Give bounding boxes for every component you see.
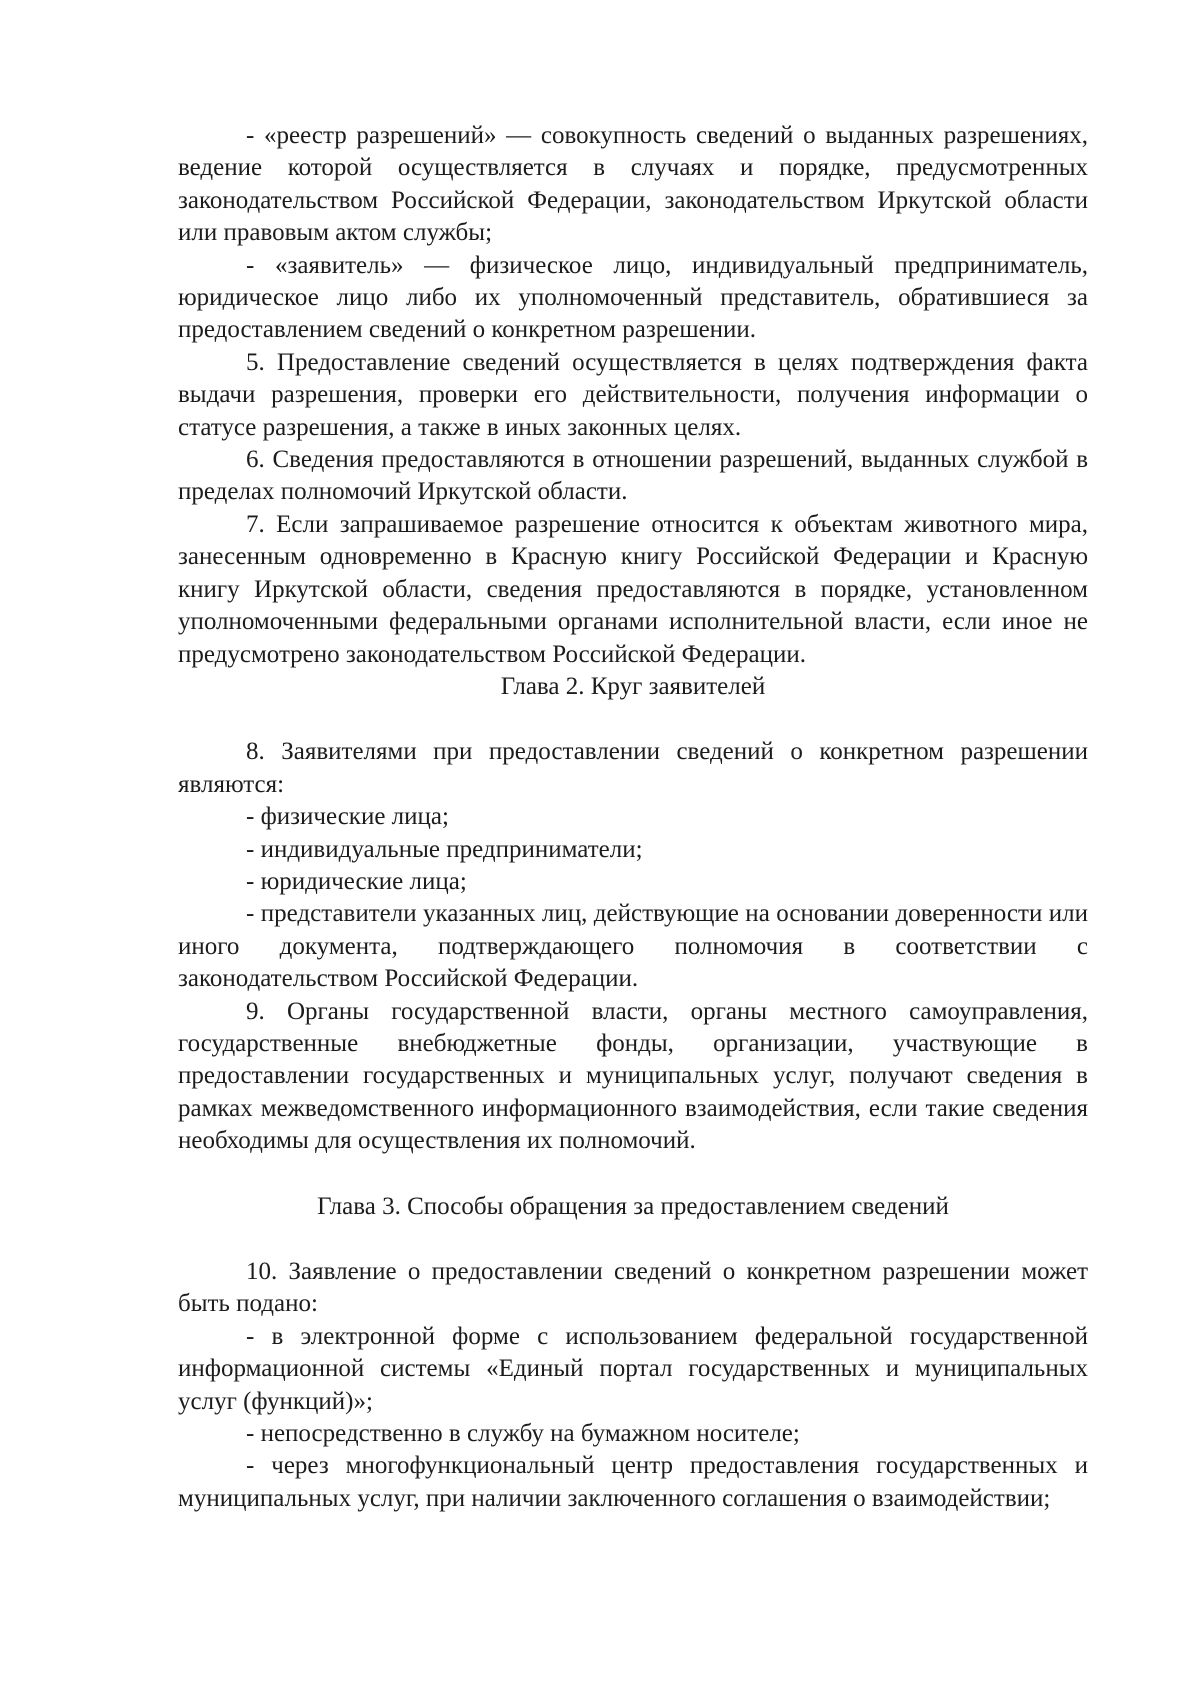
clause-5: 5. Предоставление сведений осуществляется в целях подтверждения факта выдачи разрешения, проверки его действительности, получения информации о статусе разрешения, а также в иных законных целях. [178, 348, 1088, 441]
list-item-legal-entities: - юридические лица; [246, 867, 467, 895]
list-item-individuals: - физические лица; [246, 803, 449, 831]
list-item-electronic: - в электронной форме с использованием федеральной государственной информационной системы «Единый портал государственных и муниципальных услуг (функций)»; [178, 1322, 1088, 1415]
list-item-paper: - непосредственно в службу на бумажном носителе; [246, 1420, 800, 1448]
chapter-2-heading: Глава 2. Круг заявителей [500, 672, 766, 700]
definition-applicant: - «заявитель» — физическое лицо, индивидуальный предприниматель, юридическое лицо либо их уполномоченный представитель, обратившиеся за предоставлением сведений о конкретном разрешении. [178, 251, 1088, 344]
clause-9: 9. Органы государственной власти, органы местного самоуправления, государственные внебюджетные фонды, организации, участвующие в предоставлении государственных и муниципальных услуг, получают сведения в рамках межведомственного информационного взаимодействия, если такие сведения необходимы для осуществления их полномочий. [178, 997, 1088, 1155]
chapter-3-heading: Глава 3. Способы обращения за предоставлением сведений [317, 1192, 949, 1220]
list-item-entrepreneurs: - индивидуальные предприниматели; [246, 835, 643, 863]
clause-8: 8. Заявителями при предоставлении сведений о конкретном разрешении являются: [178, 738, 1088, 798]
clause-10: 10. Заявление о предоставлении сведений о конкретном разрешении может быть подано: [178, 1258, 1088, 1318]
definition-permit-registry: - «реестр разрешений» — совокупность сведений о выданных разрешениях, ведение которой осуществляется в случаях и порядке, предусмотренных законодательством Российской Федерации, законодательством Иркутской области или правовым актом службы; [178, 122, 1088, 247]
list-item-mfc: - через многофункциональный центр предоставления государственных и муниципальных услуг, при наличии заключенного соглашения о взаимодействии; [178, 1452, 1088, 1512]
clause-6: 6. Сведения предоставляются в отношении разрешений, выданных службой в пределах полномочий Иркутской области. [178, 446, 1088, 506]
clause-7: 7. Если запрашиваемое разрешение относится к объектам животного мира, занесенным одновременно в Красную книгу Российской Федерации и Красную книгу Иркутской области, сведения предоставляются в порядке, установленном уполномоченными федеральными органами исполнительной власти, если иное не предусмотрено законодательством Российской Федерации. [178, 510, 1088, 668]
list-item-representatives: - представители указанных лиц, действующие на основании доверенности или иного документа, подтверждающего полномочия в соответствии с законодательством Российской Федерации. [178, 900, 1088, 993]
